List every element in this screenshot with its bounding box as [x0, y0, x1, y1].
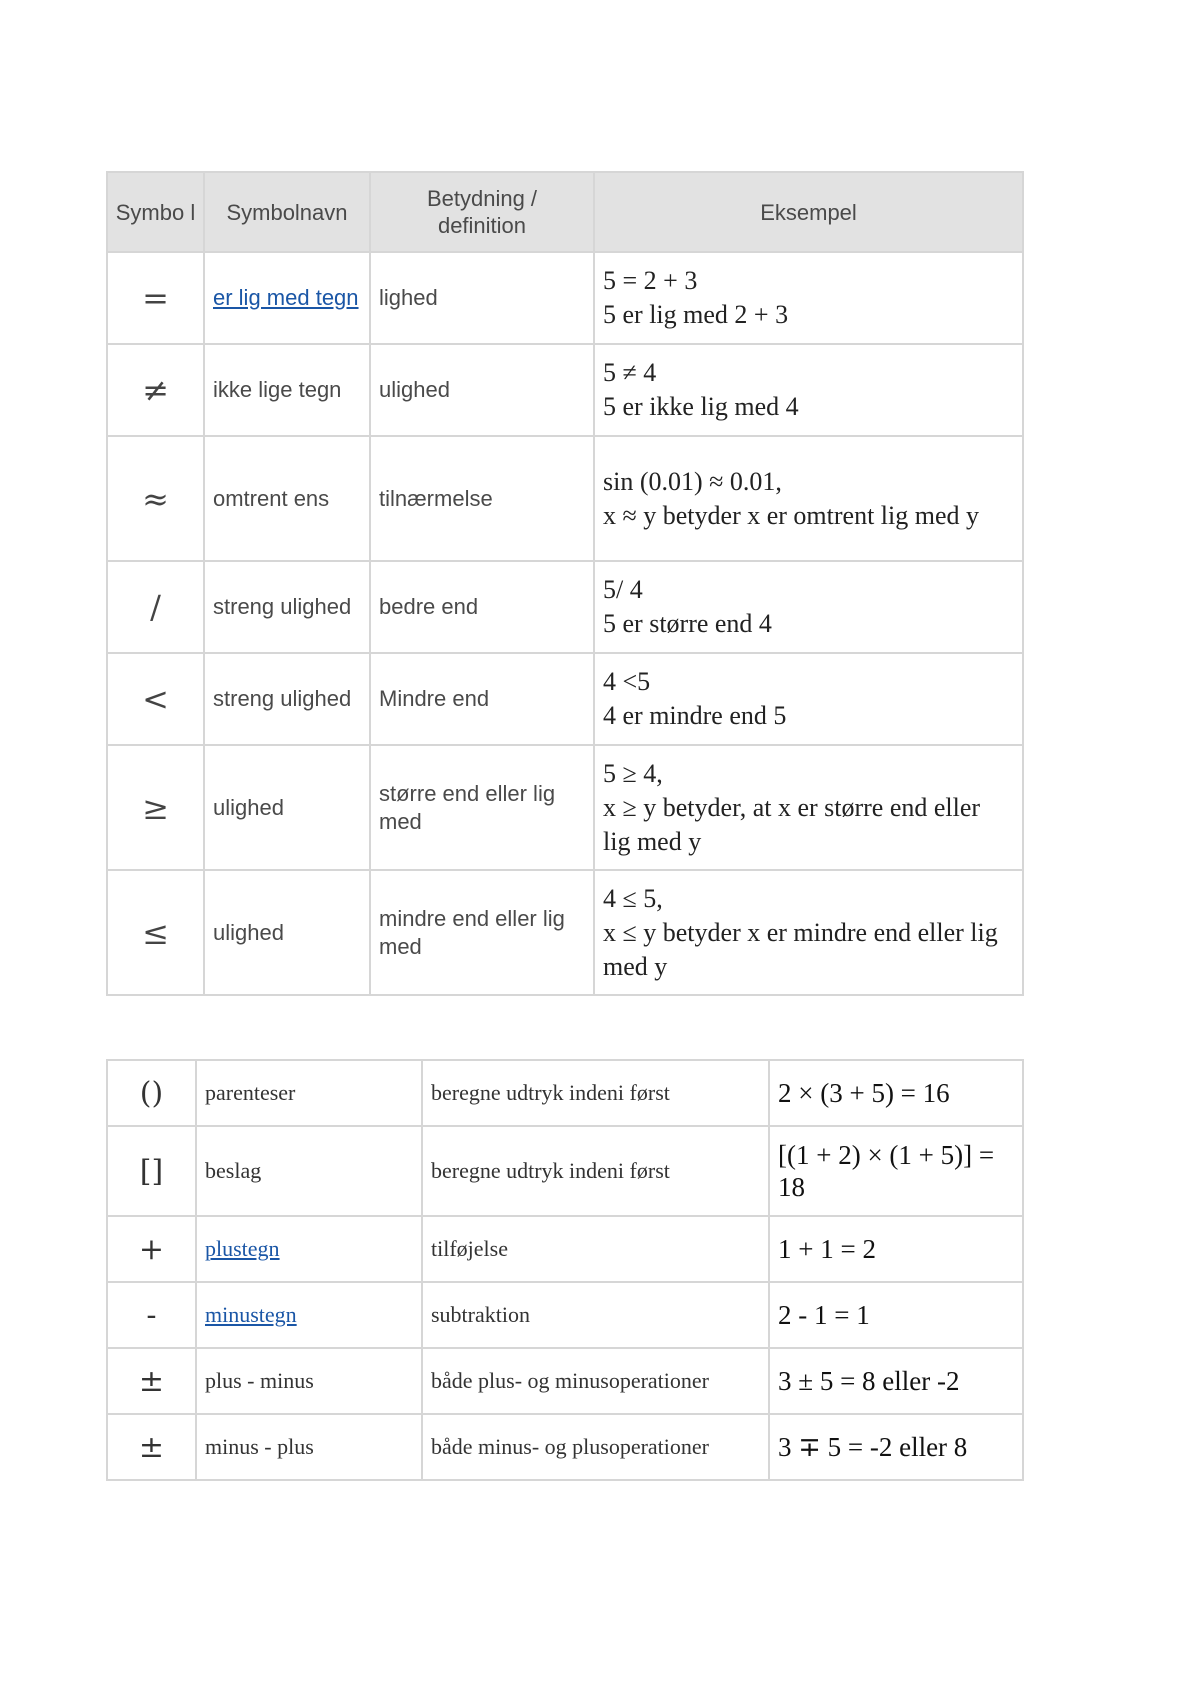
example-cell [594, 870, 1023, 995]
meaning-cell: både minus- og plusoperationer [422, 1414, 769, 1480]
symbol-name-link[interactable]: er lig med tegn [213, 285, 359, 310]
example-line: x ≈ y betyder x er omtrent lig med y [603, 500, 980, 530]
symbol-cell: / [107, 561, 204, 653]
symbol-name-cell: ulighed [204, 745, 370, 870]
example-cell [594, 561, 1023, 653]
example-line: 5 ≠ 4 [603, 358, 657, 387]
table-row [107, 436, 1023, 561]
meaning-cell: Mindre end [370, 653, 594, 745]
example-line: 5 ≥ 4, [603, 758, 663, 788]
meaning-cell: subtraktion [422, 1282, 769, 1348]
example-line: x ≤ y betyder x er mindre end eller lig med y [603, 917, 998, 981]
symbol-cell: < [107, 653, 204, 745]
table-row [107, 1348, 1023, 1414]
example-line: 5 = 2 + 3 [603, 266, 698, 295]
symbol-cell: - [107, 1282, 196, 1348]
table-row [107, 561, 1023, 653]
example-cell [594, 436, 1023, 561]
example-cell: 1 + 1 = 2 [769, 1216, 1023, 1282]
example-line: x ≥ y betyder, at x er større end eller lig med y [603, 792, 981, 856]
meaning-cell: beregne udtryk indeni først [422, 1060, 769, 1126]
example-cell: 3 ∓ 5 = -2 eller 8 [769, 1414, 1023, 1480]
meaning-cell: tilnærmelse [370, 436, 594, 561]
symbol-cell: ≠ [107, 344, 204, 436]
symbol-cell: + [107, 1216, 196, 1282]
meaning-cell: ulighed [370, 344, 594, 436]
symbol-cell: [] [107, 1126, 196, 1216]
example-line: 5/ 4 [603, 575, 643, 604]
symbol-cell: ± [107, 1414, 196, 1480]
table-row [107, 1060, 1023, 1126]
meaning-cell: større end eller lig med [370, 745, 594, 870]
example-line: 4 er mindre end 5 [603, 701, 787, 730]
header-symbol: Symbo l [107, 172, 204, 252]
symbol-name-cell: ikke lige tegn [204, 344, 370, 436]
table-row [107, 1414, 1023, 1480]
symbol-name-link[interactable]: minustegn [205, 1302, 297, 1327]
example-line: 5 er større end 4 [603, 609, 772, 638]
symbol-name-cell: streng ulighed [204, 653, 370, 745]
symbol-name-link[interactable]: plustegn [205, 1236, 280, 1261]
example-line: 4 ≤ 5, [603, 883, 663, 913]
symbol-name-cell: beslag [196, 1126, 422, 1216]
meaning-cell: bedre end [370, 561, 594, 653]
symbol-name-cell [196, 1216, 422, 1282]
example-cell [594, 344, 1023, 436]
symbol-name-cell [196, 1282, 422, 1348]
table-row [107, 1282, 1023, 1348]
symbol-cell: ≈ [107, 436, 204, 561]
example-line: sin (0.01) ≈ 0.01, [603, 466, 782, 496]
symbol-name-cell: minus - plus [196, 1414, 422, 1480]
symbol-cell: ≥ [107, 745, 204, 870]
table-row [107, 870, 1023, 995]
symbol-name-cell: streng ulighed [204, 561, 370, 653]
header-example: Eksempel [594, 172, 1023, 252]
example-cell [594, 745, 1023, 870]
meaning-cell: tilføjelse [422, 1216, 769, 1282]
meaning-cell: både plus- og minusoperationer [422, 1348, 769, 1414]
example-line: 5 er lig med 2 + 3 [603, 300, 789, 329]
symbol-cell: ± [107, 1348, 196, 1414]
meaning-cell: beregne udtryk indeni først [422, 1126, 769, 1216]
symbol-cell: = [107, 252, 204, 344]
example-cell: 3 ± 5 = 8 eller -2 [769, 1348, 1023, 1414]
example-cell [594, 252, 1023, 344]
table-row [107, 344, 1023, 436]
table-row [107, 252, 1023, 344]
symbol-table-2 [106, 1059, 1024, 1481]
header-meaning: Betydning / definition [370, 172, 594, 252]
table-row [107, 653, 1023, 745]
example-cell: [(1 + 2) × (1 + 5)] = 18 [769, 1126, 1023, 1216]
symbol-name-cell: omtrent ens [204, 436, 370, 561]
symbol-name-cell: ulighed [204, 870, 370, 995]
symbol-name-cell: parenteser [196, 1060, 422, 1126]
table-row [107, 745, 1023, 870]
example-line: 4 <5 [603, 667, 651, 696]
meaning-cell: lighed [370, 252, 594, 344]
meaning-cell: mindre end eller lig med [370, 870, 594, 995]
example-cell: 2 × (3 + 5) = 16 [769, 1060, 1023, 1126]
symbol-cell: () [107, 1060, 196, 1126]
symbol-name-cell [204, 252, 370, 344]
symbol-name-cell: plus - minus [196, 1348, 422, 1414]
example-cell [594, 653, 1023, 745]
symbol-cell: ≤ [107, 870, 204, 995]
example-cell: 2 - 1 = 1 [769, 1282, 1023, 1348]
header-symbol-name: Symbolnavn [204, 172, 370, 252]
symbol-table-1 [106, 171, 1024, 996]
example-line: 5 er ikke lig med 4 [603, 392, 799, 421]
header-row [107, 172, 1023, 252]
table-row [107, 1216, 1023, 1282]
table-row [107, 1126, 1023, 1216]
